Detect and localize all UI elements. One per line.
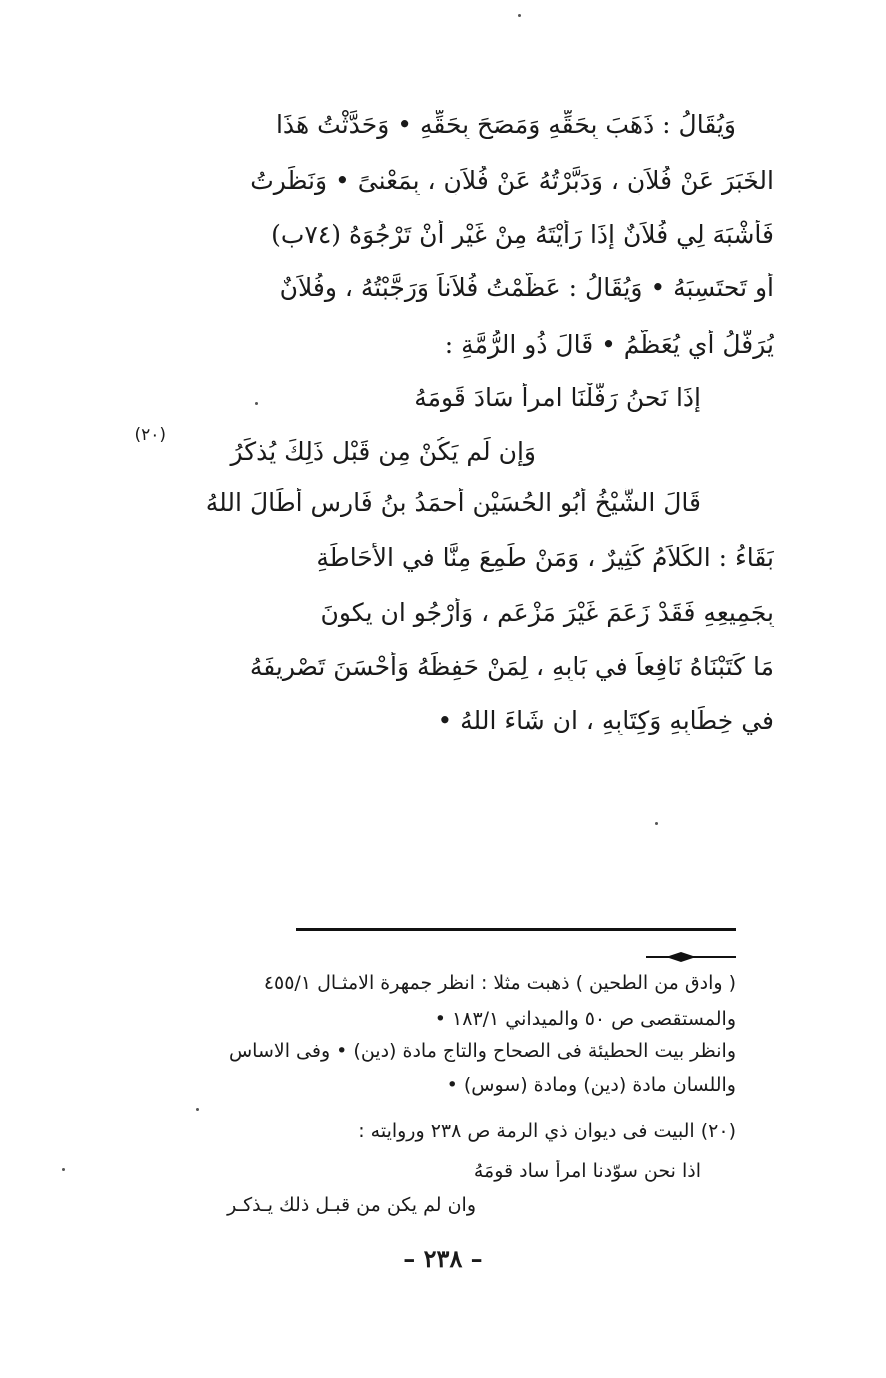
verse-line-1: إِذَا نَحنُ رَفَّلْنَا امرأً سَادَ قَومَهُ <box>414 383 701 412</box>
footnote-separator-rule <box>296 928 736 931</box>
footnote-line-6: اذا نحن سوّدنا امرأً ساد قومَهُ <box>473 1160 701 1182</box>
page-number: – ٢٣٨ – <box>403 1244 483 1273</box>
scan-speck <box>196 1108 199 1111</box>
footnote-line-3: وانظر بيت الحطيئة فى الصحاح والتاج مادة (دين) • وفى الاساس <box>228 1040 736 1062</box>
closing-line-5: في خِطَابِهِ وَكِتَابِهِ ، ان شَاءَ اللهُ • <box>437 706 774 735</box>
body-line-3: فَأَشْبَهَ لِي فُلاَنٌ إِذَا رَأَيْتَهُ مِنْ غَيْرِ أَنْ تَرْجُوَهُ (٧٤ب) <box>271 220 774 249</box>
footnote-line-2: والمستقصى ص ٥٠ والميداني ١٨٣/١ • <box>434 1008 736 1030</box>
scan-speck <box>255 402 258 405</box>
verse-line-2: وَإِن لَم يَكُنْ مِن قَبْلِ ذَلِكَ يُذكَرُ <box>230 437 536 466</box>
ornament-icon <box>646 951 736 963</box>
scan-speck <box>62 1168 65 1171</box>
closing-line-2: بَقَاءُ : الكَلاَمُ كَثِيرٌ ، وَمَنْ طَمِعَ مِنَّا في الأَحَاطَةِ <box>316 543 774 572</box>
footnote-line-4: واللسان مادة (دين) ومادة (سوس) • <box>446 1074 736 1096</box>
closing-line-4: مَا كَتَبْنَاهُ نَافِعاً في بَابِهِ ، لِمَنْ حَفِظَهُ وَأَحْسَنَ تَصْرِيفَهُ <box>249 652 774 681</box>
footnote-line-7: وان لم يكن من قبـل ذلك يـذكـر <box>227 1194 476 1216</box>
scan-speck <box>655 822 658 825</box>
closing-line-3: بِجَمِيعِهِ فَقَدْ زَعَمَ غَيْرَ مَزْعَمٍ ، وَأَرْجُو ان يكونَ <box>320 598 774 627</box>
body-line-4: أَو تَحتَسِبَهُ • وَيُقَالُ : عَظَّمْتُ فُلاَناً وَرَجَّبْتُهُ ، وفُلاَنٌ <box>279 273 774 302</box>
body-line-2: الخَبَرَ عَنْ فُلاَنٍ ، وَدَبَّرْتُهُ عَنْ فُلاَنٍ ، بِمَعْنىً • وَنَظَرتُ <box>250 166 774 195</box>
scan-speck <box>518 14 521 17</box>
body-line-1: وَيُقَالُ : ذَهَبَ بِحَقِّهِ وَمَصَحَ بِحَقِّهِ • وَحَدَّثْتُ هَذَا <box>275 110 736 139</box>
footnote-line-1: ( وادق من الطحين ) ذهبت مثلا : انظر جمهرة الامثـال ٤٥٥/١ <box>263 972 736 994</box>
footnote-line-5: (٢٠) البيت فى ديوان ذي الرمة ص ٢٣٨ وروايته : <box>358 1120 736 1142</box>
body-line-5: يُرَفَّلُ أَي يُعَظَّمُ • قَالَ ذُو الرُّمَّةِ : <box>444 330 774 359</box>
closing-line-1: قَالَ الشَّيْخُ أَبُو الحُسَيْنِ أَحمَدُ بنُ فَارِس أَطَالَ اللهُ <box>205 488 701 517</box>
footnote-marker-20: (٢٠) <box>134 425 166 445</box>
